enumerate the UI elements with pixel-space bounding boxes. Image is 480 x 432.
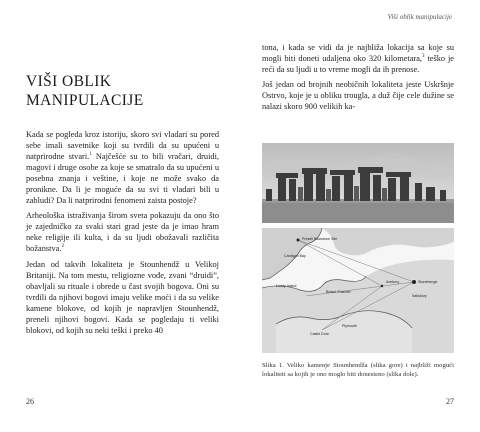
footnote-ref: 3 (422, 54, 425, 60)
stonehenge-photo (262, 143, 454, 223)
map-label-preseli: Preseli Bluestone Site (302, 237, 338, 241)
paragraph: Kada se pogleda kroz istoriju, skoro svi vladari su pored sebe imali savetnike koji su tvrdili da su upućeni u natprirodne stvari.$^1$ Najčešće su to bili vračari, druidi, magovi i druge osobe za koje se smatralo da su upućeni u posebna znanja i veštine, i koje ne može svako da proniknе. Da li je moguće da su svi ti vladari bili u zabludi? Da li natprirodni fenomeni zaista postoje? (26, 130, 220, 206)
map-label-bristol: Bristol Channel (326, 290, 351, 294)
page-number: 26 (26, 397, 34, 406)
page-number: 27 (446, 397, 454, 406)
paragraph: Jedan od takvih lokaliteta je Stounhendž u Velikoj Britaniji. Na tom mestu, religiozne vođe, zvani “druidi”, obavljali su rituale i obrede u čast svojih bogova. Oni su tvrdili da njihovi bogovi imaju velike moći i da su velike kamene blokove, od kojih je napravljen Stounhendž, preneli njihovi bogovi. Kada se pogledaju ti veliki blokovi, od kojih su neki teški i preko 40 (26, 259, 219, 335)
footnote-ref: 2 (61, 244, 64, 250)
paragraph: Još jedan od brojnih neobičnih lokaliteta jeste Uskršnje Ostrvo, koje je u obliku trougla, a duž čije cele dužine se nalazi skoro 900 velikih ka- (262, 80, 454, 112)
right-body-text (262, 42, 454, 116)
map-label-cardigan: Cardigan Bay (284, 254, 306, 258)
map-illustration (262, 228, 454, 353)
paragraph: tona, i kada se vidi da je najbliža lokacija sa koje su mogli biti doneti udaljena oko 320 kilometara,$^3$ teško je reći da su ljudi u to vreme mogli da ih prenose. (262, 43, 455, 75)
map-label-salisbury: Salisbury (412, 294, 427, 298)
map-label-lundy: Lundy Island (276, 284, 297, 288)
footnote-ref: 1 (89, 152, 92, 158)
paragraph: Arheološka istraživanja širom sveta pokazuju da ono što je zajedničko za svaki stari grad jeste da je imao hram neke religije ili kulta, i da su ljudi obožavali različita božanstva.$^2$ (26, 211, 219, 254)
map-label-castle: Castle Dore (310, 332, 329, 336)
map-label-plymouth: Plymouth (342, 324, 357, 328)
stonehenge-illustration (262, 143, 454, 223)
left-body-text (26, 129, 219, 340)
stonehenge-map (262, 228, 454, 353)
map-label-stonehenge: Stonehenge (418, 280, 438, 284)
chapter-title: VIŠI OBLIK MANIPULACIJE (26, 73, 144, 109)
map-label-avebury: Avebury (386, 280, 400, 284)
running-head: Viši oblik manipulacije (387, 13, 452, 21)
figure-caption: Slika 1. Veliko kamenje Stounhendža (slika gore) i najbliži mogući lokaliteti sa kojih je ono moglo biti donesteno (slika dole). (262, 362, 454, 378)
